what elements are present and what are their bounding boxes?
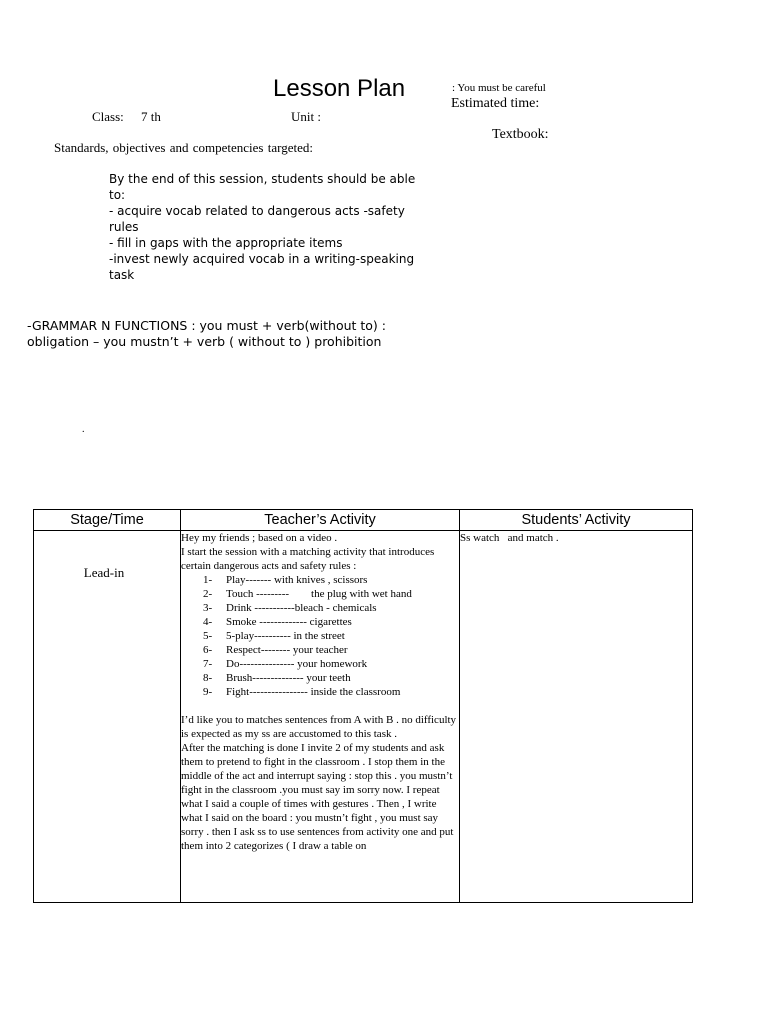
list-item-number: 2-	[203, 588, 213, 600]
stage-label: Lead-in	[83, 565, 125, 580]
unit-label: Unit :	[291, 109, 321, 124]
list-item	[181, 657, 459, 671]
standards-heading: Standards, objectives and competencies targeted:	[54, 140, 313, 155]
objective-line: - acquire vocab related to dangerous acts -safety rules	[109, 204, 405, 234]
list-item	[181, 685, 459, 699]
list-item-number: 4-	[203, 616, 213, 628]
teacher-intro-line: Hey my friends ; based on a video .	[181, 532, 338, 544]
spacer	[181, 699, 459, 713]
list-item-text: Play------- with knives , scissors	[226, 574, 368, 586]
objective-line: By the end of this session, students should be able to:	[109, 172, 416, 202]
list-item	[181, 587, 459, 601]
list-item-text: Respect-------- your teacher	[226, 644, 348, 656]
header-teacher-activity: Teacher’s Activity	[181, 510, 460, 531]
list-item-number: 7-	[203, 658, 213, 670]
table-row	[34, 531, 693, 903]
list-item-text: Smoke ------------- cigarettes	[226, 616, 352, 628]
list-item	[181, 601, 459, 615]
list-item	[181, 671, 459, 685]
stage-cell	[34, 531, 181, 903]
header-stage-time: Stage/Time	[34, 510, 181, 531]
header-students-activity: Students’ Activity	[460, 510, 693, 531]
teacher-activity-cell	[181, 531, 460, 903]
list-item-number: 8-	[203, 672, 213, 684]
list-item	[181, 629, 459, 643]
objective-line: -invest newly acquired vocab in a writing-speaking task	[109, 252, 415, 282]
list-item-text: Do--------------- your homework	[226, 658, 368, 670]
objective-line: - fill in gaps with the appropriate items	[109, 236, 343, 250]
teacher-paragraph: I’d like you to matches sentences from A with B . no difficulty is expected as my ss are accustomed to this task .	[181, 714, 457, 740]
students-activity-cell	[460, 531, 693, 903]
lesson-plan-table	[33, 509, 693, 903]
list-item-text: Touch --------- the plug with wet hand	[226, 588, 412, 600]
list-item	[181, 643, 459, 657]
grammar-functions: -GRAMMAR N FUNCTIONS : you must + verb(without to) : obligation – you mustn’t + verb ( without to ) prohibition	[27, 318, 386, 349]
list-item	[181, 615, 459, 629]
page-title: Lesson Plan	[273, 75, 406, 102]
list-item	[181, 573, 459, 587]
teacher-paragraph: After the matching is done I invite 2 of my students and ask them to pretend to fight in the classroom . I stop them in the middle of the act and interrupt saying : stop this . you mustn’t fight in the classroom .you must say im sorry now. I repeat what I said a couple of times with gestures . Then , I write what I said on the board : you mustn’t fight , you must say sorry . then I ask ss to use sentences from activity one and put them into 2 categorizes ( I draw a table on	[181, 742, 454, 852]
table-header-row	[34, 510, 693, 531]
list-item-number: 1-	[203, 574, 213, 586]
textbook-label: Textbook:	[492, 127, 549, 142]
objectives-block	[109, 171, 429, 283]
list-item-text: Drink -----------bleach - chemicals	[226, 602, 377, 614]
estimated-time-label: Estimated time:	[451, 96, 540, 111]
teacher-intro-line: I start the session with a matching activity that introduces certain dangerous acts and safety rules :	[181, 546, 435, 572]
list-item-text: 5-play---------- in the street	[226, 630, 345, 642]
matching-list	[181, 573, 459, 699]
list-item-number: 3-	[203, 602, 213, 614]
class-label: Class:	[92, 109, 124, 124]
students-activity-text: Ss watch and match .	[460, 532, 559, 544]
stray-dot: .	[82, 424, 85, 435]
list-item-text: Fight---------------- inside the classroom	[226, 686, 401, 698]
list-item-number: 5-	[203, 630, 213, 642]
list-item-number: 6-	[203, 644, 213, 656]
careful-note: : You must be careful	[452, 82, 546, 94]
list-item-number: 9-	[203, 686, 213, 698]
list-item-text: Brush-------------- your teeth	[226, 672, 351, 684]
class-value: 7 th	[141, 109, 161, 124]
